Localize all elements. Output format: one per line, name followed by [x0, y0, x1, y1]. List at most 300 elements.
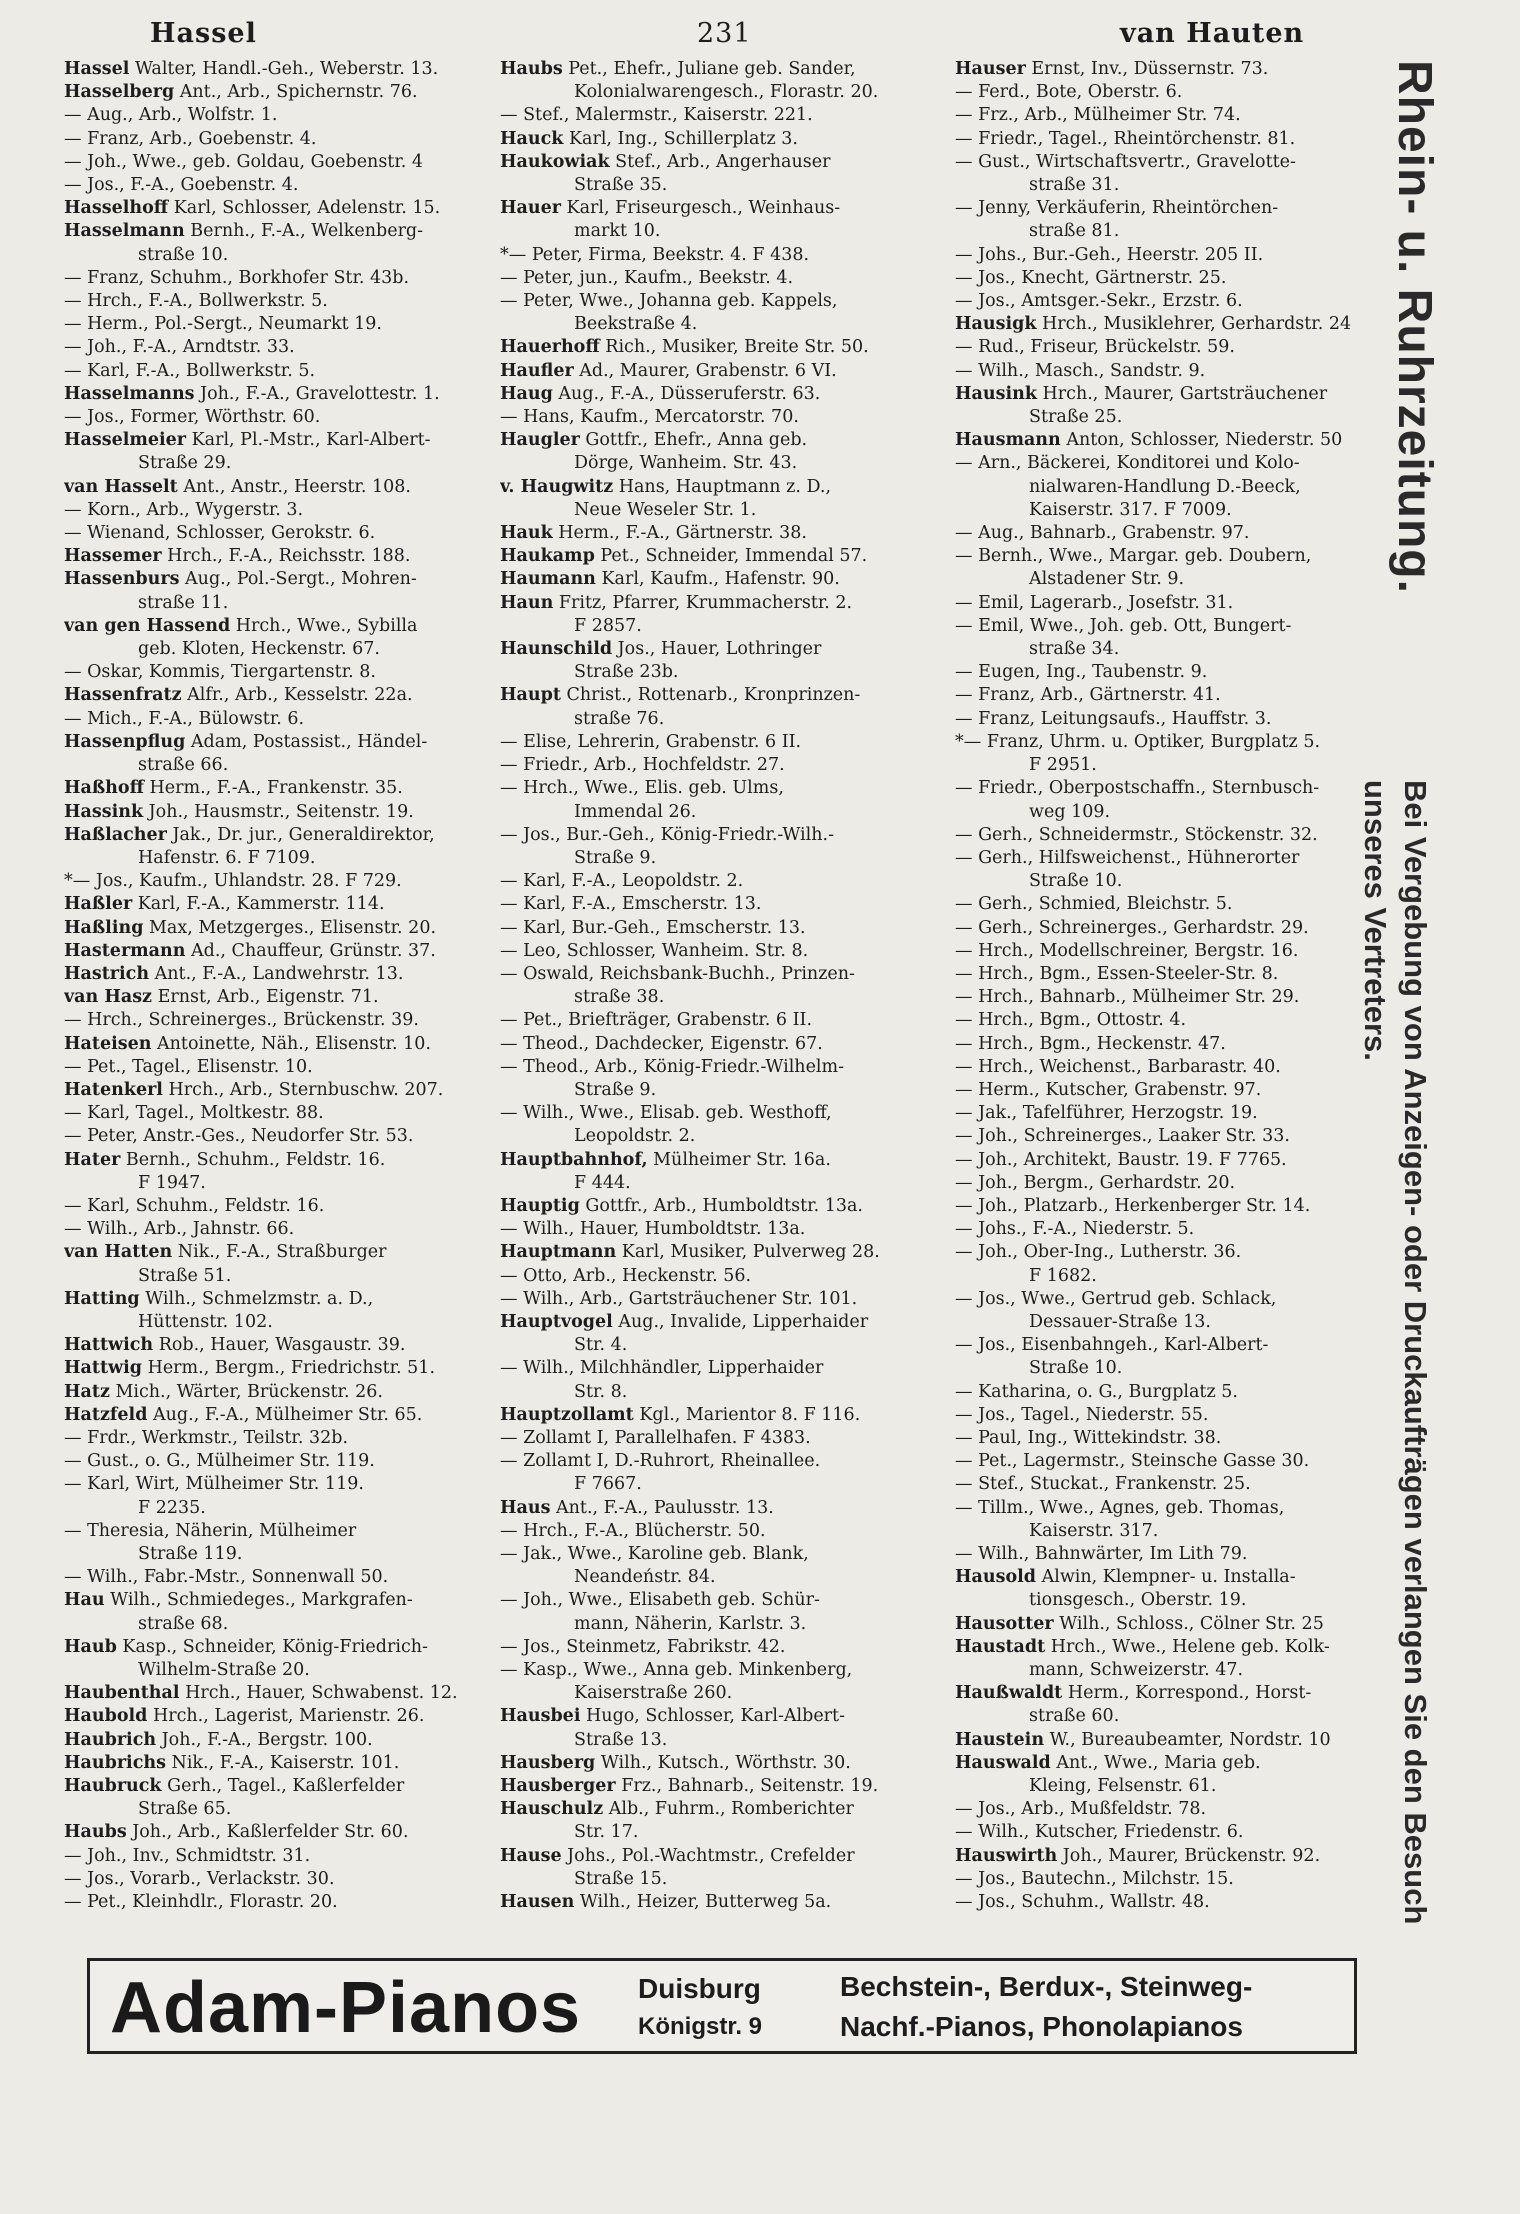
directory-entry [64, 1125, 494, 1148]
directory-entry [500, 1752, 948, 1775]
directory-entry [955, 1311, 1375, 1334]
directory-entry [64, 1195, 494, 1218]
directory-entry [500, 940, 948, 963]
entry-text: Straße 9. [574, 1079, 657, 1100]
entry-text: — Jos., Steinmetz, Fabrikstr. 42. [500, 1636, 786, 1657]
entry-text: — Johs., Bur.-Geh., Heerstr. 205 II. [955, 244, 1264, 265]
entry-text: — Oswald, Reichsbank-Buchh., Prinzen- [500, 963, 855, 984]
directory-entry [955, 568, 1375, 591]
directory-entry [64, 638, 494, 661]
directory-entry [500, 615, 948, 638]
entry-text: straße 68. [138, 1613, 229, 1634]
entry-surname: Hassemer [64, 546, 162, 567]
entry-text: — Jos., Knecht, Gärtnerstr. 25. [955, 267, 1227, 288]
entry-surname: Hausberger [500, 1776, 616, 1797]
entry-text: — Joh., Bergm., Gerhardstr. 20. [955, 1172, 1236, 1193]
directory-entry [500, 58, 948, 81]
entry-text: straße 60. [1029, 1706, 1120, 1727]
directory-entry [955, 1102, 1375, 1125]
entry-surname: Haubenthal [64, 1683, 180, 1704]
directory-entry [64, 731, 494, 754]
directory-entry [500, 1473, 948, 1496]
ad-street: Königstr. 9 [638, 2013, 763, 2040]
directory-entry [500, 128, 948, 151]
entry-text: Bernh., Schuhm., Feldstr. 16. [120, 1149, 386, 1170]
directory-entry [500, 1241, 948, 1264]
directory-entry [500, 336, 948, 359]
directory-entry [500, 1613, 948, 1636]
entry-text: Herm., Bergm., Friedrichstr. 51. [142, 1358, 436, 1379]
directory-entry [955, 336, 1375, 359]
directory-entry [64, 290, 494, 313]
directory-entry [500, 1589, 948, 1612]
directory-entry [955, 1056, 1375, 1079]
directory-entry [500, 1381, 948, 1404]
entry-text: — Hans, Kaufm., Mercatorstr. 70. [500, 407, 799, 428]
entry-text: — Jak., Tafelführer, Herzogstr. 19. [955, 1103, 1258, 1124]
entry-surname: Hatenkerl [64, 1079, 163, 1100]
entry-text: geb. Kloten, Heckenstr. 67. [138, 639, 380, 660]
entry-text: Straße 119. [138, 1544, 243, 1564]
directory-entry [500, 893, 948, 916]
entry-text: — Friedr., Arb., Hochfeldstr. 27. [500, 755, 785, 776]
entry-text: Straße 10. [1029, 1358, 1123, 1379]
entry-surname: Haubruck [64, 1776, 162, 1797]
entry-text: Max, Metzgerges., Elisenstr. 20. [143, 917, 437, 938]
entry-text: — Jos., F.-A., Goebenstr. 4. [64, 175, 299, 196]
entry-text: Alb., Fuhrm., Romberichter [603, 1799, 854, 1820]
entry-text: — Hrch., F.-A., Blücherstr. 50. [500, 1520, 766, 1541]
entry-surname: Haub [64, 1636, 117, 1657]
directory-entry [64, 429, 494, 452]
entry-text: Joh., F.-A., Bergstr. 100. [156, 1729, 373, 1750]
entry-text: straße 11. [138, 592, 229, 613]
directory-entry [955, 1845, 1375, 1868]
directory-entry [64, 893, 494, 916]
entry-text: — Jos., Tagel., Niederstr. 55. [955, 1404, 1209, 1425]
entry-text: Jak., Dr. jur., Generaldirektor, [166, 824, 435, 845]
entry-text: Str. 4. [574, 1335, 628, 1356]
directory-entry [500, 545, 948, 568]
entry-surname: van Hasselt [64, 476, 178, 497]
directory-entry [500, 986, 948, 1009]
entry-surname: Hausink [955, 383, 1037, 404]
entry-surname: Hasselmann [64, 221, 185, 242]
directory-entry [955, 731, 1375, 754]
directory-entry [955, 1589, 1375, 1612]
directory-entry [64, 1798, 494, 1821]
entry-text: Wilh., Schmelzmstr. a. D., [139, 1288, 374, 1309]
directory-entry [64, 1613, 494, 1636]
entry-text: Str. 17. [574, 1822, 639, 1843]
directory-entry [500, 406, 948, 429]
directory-entry [955, 545, 1375, 568]
entry-text: straße 66. [138, 755, 229, 776]
directory-entry [955, 522, 1375, 545]
directory-entry [64, 1775, 494, 1798]
ad-brands-line-2: Nachf.-Pianos, Phonolapianos [840, 2011, 1243, 2042]
entry-text: Dörge, Wanheim. Str. 43. [574, 453, 798, 474]
directory-entry [955, 1613, 1375, 1636]
directory-entry [500, 917, 948, 940]
entry-text: Mich., Wärter, Brückenstr. 26. [109, 1381, 383, 1402]
directory-entry [500, 1659, 948, 1682]
directory-entry [64, 1265, 494, 1288]
directory-entry [955, 1009, 1375, 1032]
directory-entry [955, 1125, 1375, 1148]
directory-entry [955, 1752, 1375, 1775]
directory-entry [64, 1450, 494, 1473]
entry-surname: Haustadt [955, 1636, 1046, 1657]
entry-text: Neandeństr. 84. [574, 1567, 716, 1588]
directory-entry [500, 777, 948, 800]
entry-text: Hüttenstr. 102. [138, 1311, 273, 1332]
entry-text: — Joh., Inv., Schmidtstr. 31. [64, 1845, 311, 1866]
entry-text: — Otto, Arb., Heckenstr. 56. [500, 1265, 752, 1286]
directory-entry [64, 1473, 494, 1496]
directory-entry [64, 1079, 494, 1102]
entry-text: Hrch., Arb., Sternbuschw. 207. [162, 1079, 444, 1100]
directory-entry [955, 383, 1375, 406]
directory-entry [500, 1705, 948, 1728]
directory-entry [64, 1566, 494, 1589]
directory-entry [64, 336, 494, 359]
entry-text: — Wilh., Arb., Jahnstr. 66. [64, 1219, 295, 1240]
directory-entry [955, 104, 1375, 127]
entry-text: — Karl, F.-A., Emscherstr. 13. [500, 894, 762, 915]
entry-text: Neue Weseler Str. 1. [574, 499, 757, 520]
entry-text: — Emil, Wwe., Joh. geb. Ott, Bungert- [955, 615, 1292, 636]
entry-surname: Hauer [500, 198, 561, 219]
directory-entry [955, 360, 1375, 383]
entry-text: — Stef., Malermstr., Kaiserstr. 221. [500, 105, 813, 126]
entry-surname: Hasselberg [64, 82, 175, 103]
directory-entry [955, 1218, 1375, 1241]
entry-surname: Hassel [64, 59, 130, 79]
directory-entry [64, 1682, 494, 1705]
directory-entry [500, 1056, 948, 1079]
directory-entry [64, 1056, 494, 1079]
entry-text: Ernst, Arb., Eigenstr. 71. [152, 987, 379, 1008]
entry-text: — Ferd., Bote, Oberstr. 6. [955, 82, 1183, 103]
entry-text: — Pet., Kleinhdlr., Florastr. 20. [64, 1892, 338, 1913]
directory-entry [955, 615, 1375, 638]
directory-entry [64, 1404, 494, 1427]
entry-text: — Franz, Leitungsaufs., Hauffstr. 3. [955, 708, 1272, 729]
directory-entry [955, 1729, 1375, 1752]
entry-surname: Haubs [64, 1822, 127, 1843]
entry-text: — Wilh., Bahnwärter, Im Lith 79. [955, 1544, 1248, 1564]
entry-surname: Haßlacher [64, 824, 167, 845]
directory-entry [500, 360, 948, 383]
directory-entry [500, 568, 948, 591]
directory-entry [955, 1033, 1375, 1056]
entry-text: *— Franz, Uhrm. u. Optiker, Burgplatz 5. [955, 731, 1321, 752]
entry-text: — Theod., Arb., König-Friedr.-Wilhelm- [500, 1056, 845, 1077]
directory-entry [64, 360, 494, 383]
directory-entry [500, 824, 948, 847]
entry-text: — Franz, Schuhm., Borkhofer Str. 43b. [64, 267, 410, 288]
entry-text: Wilh., Schmiedeges., Markgrafen- [104, 1590, 413, 1611]
directory-entry [955, 1497, 1375, 1520]
directory-entry [64, 1009, 494, 1032]
directory-entry [955, 1868, 1375, 1891]
entry-surname: Haubrich [64, 1729, 157, 1750]
entry-text: — Herm., Kutscher, Grabenstr. 97. [955, 1079, 1262, 1100]
directory-entry [955, 244, 1375, 267]
entry-text: Alfr., Arb., Kesselstr. 22a. [181, 685, 413, 706]
entry-surname: Hauptbahnhof, [500, 1149, 648, 1170]
entry-text: Kolonialwarengesch., Florastr. 20. [574, 82, 879, 103]
entry-text: — Karl, Schuhm., Feldstr. 16. [64, 1195, 325, 1216]
directory-entry [64, 1149, 494, 1172]
directory-entry [500, 452, 948, 475]
directory-entry [955, 81, 1375, 104]
entry-text: — Pet., Tagel., Elisenstr. 10. [64, 1056, 313, 1077]
directory-entry [64, 522, 494, 545]
entry-text: weg 109. [1029, 801, 1111, 822]
entry-text: — Peter, jun., Kaufm., Beekstr. 4. [500, 267, 794, 288]
directory-entry [955, 870, 1375, 893]
entry-text: Joh., Maurer, Brückenstr. 92. [1057, 1845, 1321, 1866]
entry-surname: van Hasz [64, 987, 152, 1008]
directory-entry [955, 1427, 1375, 1450]
directory-entry [64, 545, 494, 568]
directory-entry [64, 1729, 494, 1752]
entry-text: Frz., Bahnarb., Seitenstr. 19. [615, 1776, 879, 1797]
entry-surname: Haustein [955, 1729, 1045, 1750]
entry-surname: Hauptig [500, 1195, 580, 1216]
directory-entry [500, 1033, 948, 1056]
directory-entry [955, 1450, 1375, 1473]
entry-surname: Haufler [500, 360, 574, 381]
entry-text: Str. 8. [574, 1381, 628, 1402]
directory-entry [500, 1821, 948, 1844]
entry-text: — Karl, Wirt, Mülheimer Str. 119. [64, 1474, 364, 1495]
directory-entry [500, 1543, 948, 1566]
entry-surname: Hau [64, 1590, 105, 1611]
directory-entry [64, 128, 494, 151]
entry-surname: Hassenpflug [64, 731, 186, 752]
entry-text: — Gerh., Schreinerges., Gerhardstr. 29. [955, 917, 1309, 938]
entry-surname: Hausmann [955, 430, 1061, 451]
directory-entry [955, 220, 1375, 243]
directory-entry [955, 1381, 1375, 1404]
entry-text: tionsgesch., Oberstr. 19. [1029, 1590, 1247, 1611]
entry-text: — Wilh., Wwe., Elisab. geb. Westhoff, [500, 1103, 832, 1124]
directory-entry [955, 174, 1375, 197]
entry-surname: Haubrichs [64, 1752, 166, 1773]
directory-entry [955, 754, 1375, 777]
directory-entry [64, 708, 494, 731]
directory-entry [955, 893, 1375, 916]
entry-text: Hafenstr. 6. F 7109. [138, 847, 316, 868]
directory-entry [64, 568, 494, 591]
entry-text: Karl, Pl.-Mstr., Karl-Albert- [186, 430, 431, 451]
entry-text: — Joh., Ober-Ing., Lutherstr. 36. [955, 1242, 1242, 1263]
directory-entry [955, 1357, 1375, 1380]
directory-entry [955, 1520, 1375, 1543]
directory-entry [955, 1079, 1375, 1102]
entry-text: — Kasp., Wwe., Anna geb. Minkenberg, [500, 1660, 853, 1681]
entry-text: — Jos., Schuhm., Wallstr. 48. [955, 1892, 1210, 1913]
entry-text: Ernst, Inv., Düssernstr. 73. [1025, 59, 1269, 79]
running-head-right: van Hauten [1120, 18, 1305, 49]
entry-text: — Aug., Bahnarb., Grabenstr. 97. [955, 523, 1250, 544]
entry-text: Mülheimer Str. 16a. [647, 1149, 831, 1170]
directory-entry [64, 615, 494, 638]
entry-text: Fritz, Pfarrer, Krummacherstr. 2. [553, 592, 853, 613]
entry-text: straße 81. [1029, 221, 1120, 242]
entry-surname: Haubold [64, 1706, 148, 1727]
entry-text: Straße 29. [138, 453, 232, 474]
directory-entry [500, 638, 948, 661]
directory-entry [64, 777, 494, 800]
directory-entry [500, 963, 948, 986]
entry-text: — Hrch., Schreinerges., Brückenstr. 39. [64, 1010, 419, 1031]
entry-surname: Hastrich [64, 963, 150, 984]
entry-text: — Tillm., Wwe., Agnes, geb. Thomas, [955, 1497, 1285, 1518]
entry-text: — Elise, Lehrerin, Grabenstr. 6 II. [500, 731, 802, 752]
directory-entry [64, 1288, 494, 1311]
directory-entry [64, 1891, 494, 1914]
directory-entry [64, 267, 494, 290]
directory-entry [64, 313, 494, 336]
entry-text: Leopoldstr. 2. [574, 1126, 696, 1147]
entry-text: Karl, Kaufm., Hafenstr. 90. [595, 569, 840, 590]
entry-text: W., Bureaubeamter, Nordstr. 10 [1044, 1729, 1331, 1750]
directory-entry [64, 1427, 494, 1450]
entry-text: — Arn., Bäckerei, Konditorei und Kolo- [955, 453, 1300, 474]
directory-entry [955, 1705, 1375, 1728]
directory-entry [64, 1520, 494, 1543]
directory-entry [64, 1218, 494, 1241]
directory-entry [64, 1334, 494, 1357]
directory-entry [64, 406, 494, 429]
entry-text: — Pet., Briefträger, Grabenstr. 6 II. [500, 1010, 813, 1031]
entry-text: Wilhelm-Straße 20. [138, 1660, 310, 1681]
entry-text: — Eugen, Ing., Taubenstr. 9. [955, 662, 1208, 683]
directory-entry [64, 940, 494, 963]
ad-city: Duisburg [638, 1973, 761, 2004]
directory-entry [64, 1241, 494, 1264]
directory-entry [64, 220, 494, 243]
entry-text: — Frz., Arb., Mülheimer Str. 74. [955, 105, 1241, 126]
directory-entry [500, 1172, 948, 1195]
entry-text: — Rud., Friseur, Brückelstr. 59. [955, 337, 1235, 358]
entry-text: — Gust., Wirtschaftsvertr., Gravelotte- [955, 151, 1296, 172]
directory-entry [500, 1311, 948, 1334]
entry-surname: Hauswald [955, 1752, 1051, 1773]
directory-entry [500, 708, 948, 731]
running-head-left: Hassel [150, 18, 257, 49]
entry-text: F 2951. [1029, 755, 1097, 776]
entry-text: — Jos., Amtsger.-Sekr., Erzstr. 6. [955, 291, 1243, 312]
entry-surname: Hassenburs [64, 569, 180, 590]
entry-surname: Hatzfeld [64, 1404, 148, 1425]
directory-entry [64, 244, 494, 267]
directory-entry [500, 522, 948, 545]
entry-surname: van gen Hassend [64, 615, 231, 636]
entry-text: Hrch., Maurer, Gartsträuchener [1036, 383, 1328, 404]
entry-text: Straße 25. [1029, 407, 1123, 428]
entry-text: — Gerh., Schneidermstr., Stöckenstr. 32. [955, 824, 1318, 845]
entry-text: Aug., Pol.-Sergt., Mohren- [179, 569, 417, 590]
entry-text: Straße 10. [1029, 871, 1123, 892]
entry-text: Alwin, Klempner- u. Installa- [1036, 1567, 1296, 1588]
entry-text: — Hrch., Weichenst., Barbarastr. 40. [955, 1056, 1281, 1077]
directory-entry [955, 1821, 1375, 1844]
entry-text: Wilh., Schloss., Cölner Str. 25 [1053, 1613, 1324, 1634]
entry-text: F 444. [574, 1172, 631, 1193]
entry-text: — Joh., Schreinerges., Laaker Str. 33. [955, 1126, 1290, 1147]
directory-entry [955, 801, 1375, 824]
directory-entry [955, 1659, 1375, 1682]
entry-text: Rob., Hauer, Wasgaustr. 39. [153, 1335, 406, 1356]
directory-entry [500, 267, 948, 290]
entry-surname: Hauptvogel [500, 1311, 613, 1332]
directory-entry [955, 963, 1375, 986]
entry-text: Straße 51. [138, 1265, 232, 1286]
entry-surname: Hater [64, 1149, 121, 1170]
entry-surname: Haukamp [500, 546, 595, 567]
entry-surname: Haumann [500, 569, 596, 590]
directory-entry [955, 708, 1375, 731]
directory-entry [64, 1033, 494, 1056]
entry-text: Gerh., Tagel., Kaßlerfelder [161, 1776, 405, 1797]
entry-surname: Haßling [64, 917, 144, 938]
entry-text: Joh., Hausmstr., Seitenstr. 19. [143, 801, 414, 822]
directory-entry [955, 1288, 1375, 1311]
entry-text: Nik., F.-A., Kaiserstr. 101. [165, 1752, 400, 1773]
entry-text: Stef., Arb., Angerhauser [609, 151, 831, 172]
directory-entry [64, 870, 494, 893]
directory-entry [64, 452, 494, 475]
directory-entry [500, 1288, 948, 1311]
directory-entry [500, 313, 948, 336]
entry-text: Joh., Arb., Kaßlerfelder Str. 60. [126, 1822, 409, 1843]
entry-text: Ad., Maurer, Grabenstr. 6 VI. [573, 360, 837, 381]
entry-text: Hrch., Musiklehrer, Gerhardstr. 24 [1036, 314, 1352, 335]
directory-entry [500, 476, 948, 499]
directory-entry [64, 801, 494, 824]
entry-text: Ant., F.-A., Landwehrstr. 13. [149, 963, 404, 984]
entry-text: Gottfr., Arb., Humboldtstr. 13a. [579, 1195, 863, 1216]
directory-entry [64, 383, 494, 406]
entry-text: — Stef., Stuckat., Frankenstr. 25. [955, 1474, 1251, 1495]
entry-text: — Joh., Wwe., Elisabeth geb. Schür- [500, 1590, 820, 1611]
entry-text: — Friedr., Tagel., Rheintörchenstr. 81. [955, 128, 1296, 149]
entry-text: Herm., F.-A., Gärtnerstr. 38. [552, 523, 807, 544]
directory-entry [64, 1543, 494, 1566]
entry-text: — Jos., Bautechn., Milchstr. 15. [955, 1868, 1234, 1889]
entry-text: Wilh., Heizer, Butterweg 5a. [574, 1892, 832, 1913]
entry-text: — Karl, F.-A., Leopoldstr. 2. [500, 871, 744, 892]
entry-text: Adam, Postassist., Händel- [185, 731, 428, 752]
entry-text: — Wienand, Schlosser, Gerokstr. 6. [64, 523, 376, 544]
entry-text: — Gerh., Schmied, Bleichstr. 5. [955, 894, 1233, 915]
directory-entry [955, 1195, 1375, 1218]
directory-entry [500, 1566, 948, 1589]
entry-text: — Leo, Schlosser, Wanheim. Str. 8. [500, 940, 809, 961]
entry-surname: Hasselhoff [64, 198, 169, 219]
directory-entry [500, 1334, 948, 1357]
entry-text: Kleing, Felsenstr. 61. [1029, 1776, 1217, 1797]
entry-text: Dessauer-Straße 13. [1029, 1311, 1211, 1332]
entry-surname: Hause [500, 1845, 562, 1866]
directory-entry [500, 1404, 948, 1427]
entry-text: Karl, Schlosser, Adelenstr. 15. [168, 198, 441, 219]
